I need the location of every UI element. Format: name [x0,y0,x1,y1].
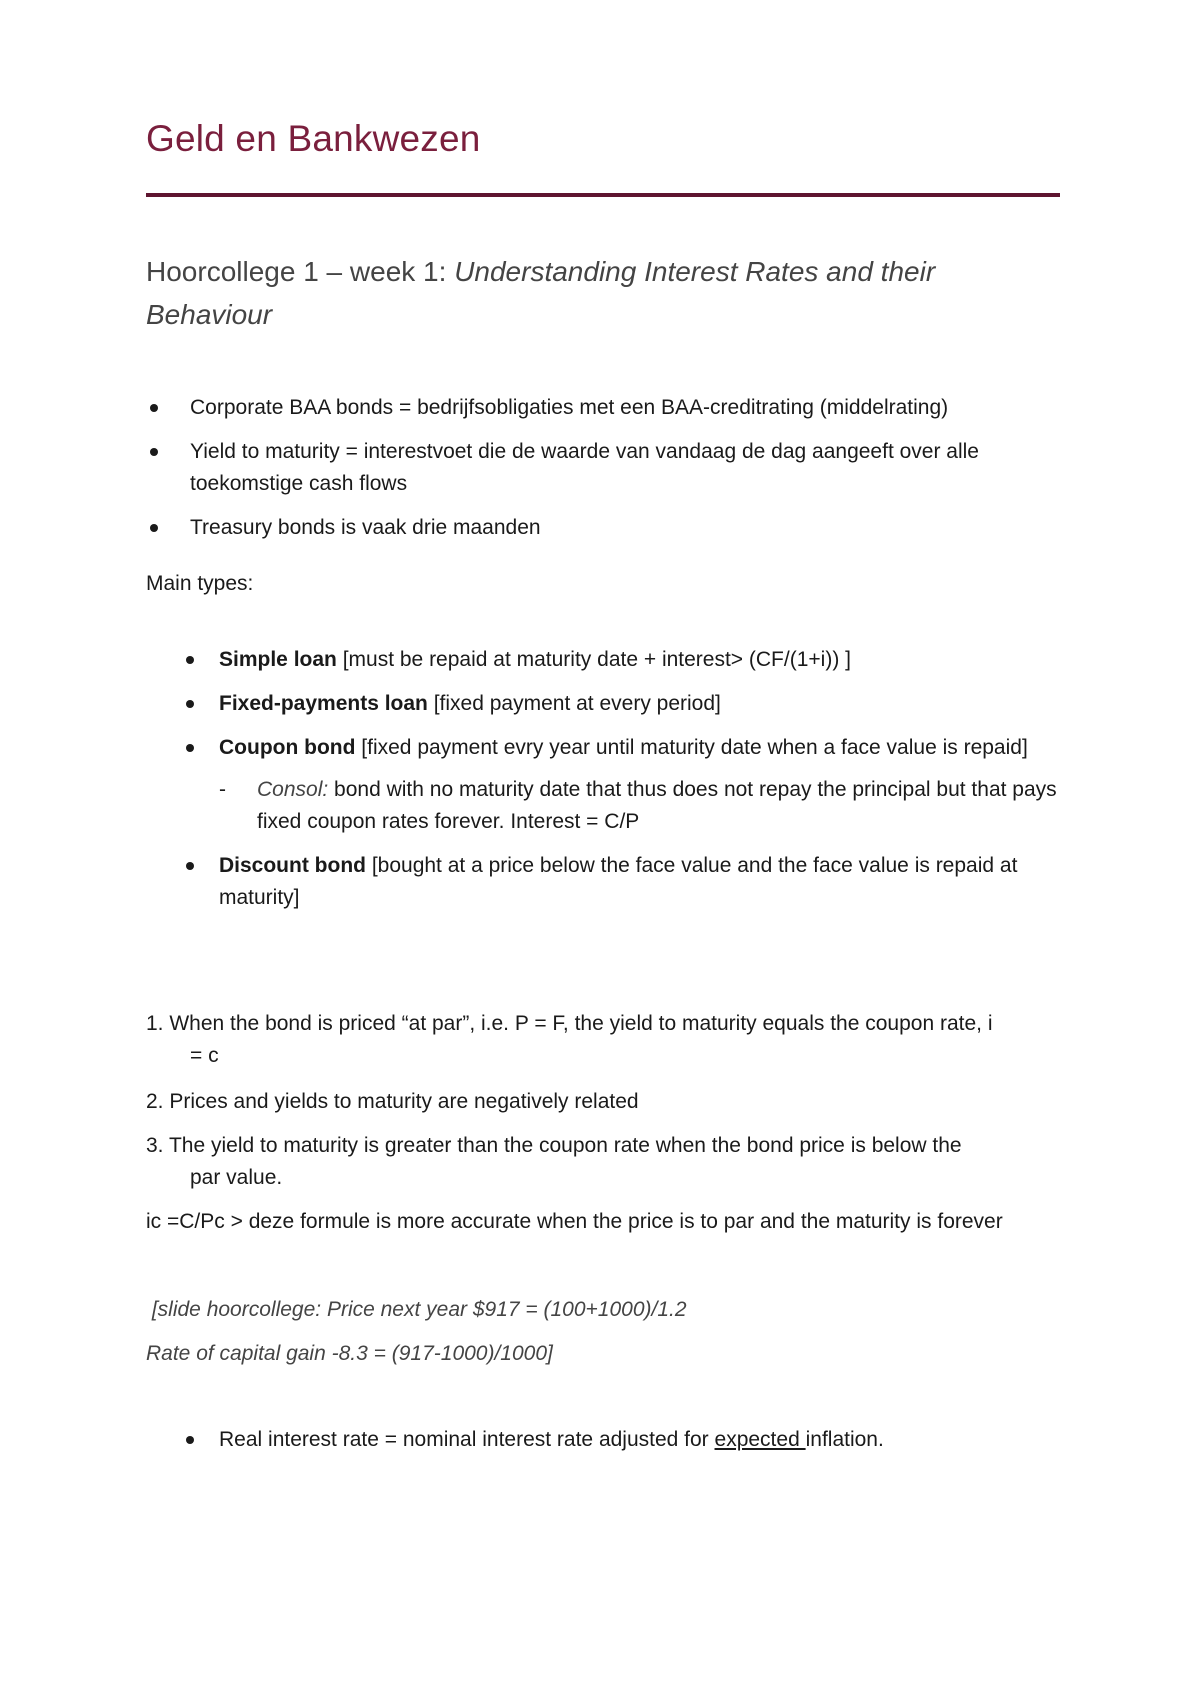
title-divider [146,193,1060,197]
numbered-item-continuation: par value. [190,1166,283,1189]
list-item-text: Yield to maturity = interestvoet die de waarde van vandaag de dag aangeeft over alle toekomstige cash flows [190,440,979,495]
list-item [146,1424,1060,1456]
bullet-icon [186,862,194,870]
numbered-item-text: 3. The yield to maturity is greater than the coupon rate when the bond price is below the [146,1134,962,1157]
bullet-icon [186,700,194,708]
underlined-word: expected [714,1428,806,1451]
numbered-item [146,1086,1060,1118]
type-name: Discount bond [219,854,366,877]
list-item [146,732,1060,838]
numbered-item [146,1130,1060,1194]
bullet-icon [186,744,194,752]
real-interest-text: Real interest rate = nominal interest rate adjusted for [219,1428,715,1451]
type-description: [fixed payment evry year until maturity date when a face value is repaid] [355,736,1028,759]
list-item [146,392,1046,424]
list-item-text: Corporate BAA bonds = bedrijfsobligaties met een BAA-creditrating (middelrating) [190,396,949,419]
consol-sub-item [219,774,1060,838]
bullet-icon [150,524,158,532]
main-types-list [146,644,1060,926]
intro-bullet-list [146,392,1046,556]
consol-label: Consol: [257,778,329,801]
list-item [146,850,1060,914]
bullet-icon [186,1436,194,1444]
slide-note-line-2: Rate of capital gain -8.3 = (917-1000)/1000] [146,1342,553,1365]
consol-text: bond with no maturity date that thus does not repay the principal but that pays fixed coupon rates forever. Interest = C/P [257,778,1057,833]
bullet-icon [150,448,158,456]
numbered-item [146,1008,1060,1072]
bullet-icon [150,404,158,412]
document-title: Geld en Bankwezen [146,118,481,159]
type-name: Fixed-payments loan [219,692,428,715]
list-item [146,688,1060,720]
type-description: [must be repaid at maturity date + interest> (CF/(1+i)) ] [336,648,851,671]
lecture-heading-prefix: Hoorcollege 1 – week 1: [146,256,455,287]
slide-note-line-1: [slide hoorcollege: Price next year $917 = (100+1000)/1.2 [146,1298,687,1321]
dash-marker: - [219,778,226,801]
type-name: Coupon bond [219,736,356,759]
type-description: [fixed payment at every period] [427,692,721,715]
numbered-item-continuation: = c [190,1044,219,1067]
real-interest-list [146,1424,1060,1456]
real-interest-text-end: inflation. [805,1428,884,1451]
list-item [146,436,1046,500]
numbered-item-text: 1. When the bond is priced “at par”, i.e. P = F, the yield to maturity equals the coupon rate, i [146,1012,993,1035]
formula-line: ic =C/Pc > deze formule is more accurate when the price is to par and the maturity is forever [146,1210,1003,1233]
lecture-heading-topic: Understanding Interest Rates and their Behaviour [146,256,936,330]
type-description: [bought at a price below the face value and the face value is repaid at maturity] [219,854,1018,909]
lecture-heading [146,250,1060,336]
list-item [146,644,1060,676]
main-types-label: Main types: [146,572,254,595]
list-item-text: Treasury bonds is vaak drie maanden [190,516,541,539]
type-name: Simple loan [219,648,337,671]
numbered-item-text: 2. Prices and yields to maturity are negatively related [146,1090,639,1113]
bullet-icon [186,656,194,664]
list-item [146,512,1046,544]
